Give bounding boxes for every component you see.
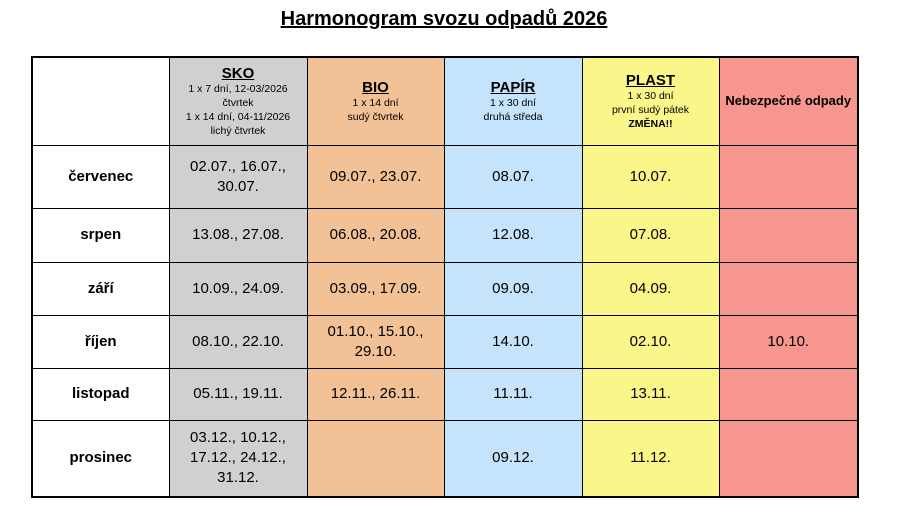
nebezpecne-cell <box>719 420 858 497</box>
header-sko-name: SKO <box>221 64 255 82</box>
papir-cell: 09.12. <box>444 420 582 497</box>
header-sko-line: čtvrtek <box>222 96 254 109</box>
sko-cell: 05.11., 19.11. <box>169 368 307 420</box>
nebezpecne-cell: 10.10. <box>719 315 858 368</box>
table-row <box>32 145 858 208</box>
header-bio-line: sudý čtvrtek <box>347 110 404 123</box>
papir-cell: 12.08. <box>444 208 582 262</box>
table-row <box>32 262 858 315</box>
sko-cell: 03.12., 10.12., 17.12., 24.12., 31.12. <box>169 420 307 497</box>
month-cell: září <box>32 262 169 315</box>
header-plast <box>582 57 719 145</box>
bio-cell <box>307 420 444 497</box>
papir-cell: 09.09. <box>444 262 582 315</box>
header-bio-name: BIO <box>362 78 389 96</box>
header-bio-line: 1 x 14 dní <box>352 96 399 109</box>
plast-cell: 10.07. <box>582 145 719 208</box>
header-papir-line: 1 x 30 dní <box>489 96 537 109</box>
bio-cell: 03.09., 17.09. <box>307 262 444 315</box>
table-row <box>32 208 858 262</box>
papir-cell: 14.10. <box>444 315 582 368</box>
header-sko-line: lichý čtvrtek <box>210 124 266 137</box>
header-sko-line: 1 x 7 dní, 12-03/2026 <box>188 82 288 95</box>
month-cell: listopad <box>32 368 169 420</box>
waste-schedule-table <box>31 56 859 498</box>
month-cell: červenec <box>32 145 169 208</box>
sko-cell: 13.08., 27.08. <box>169 208 307 262</box>
header-plast-line: první sudý pátek <box>611 103 690 116</box>
plast-cell: 07.08. <box>582 208 719 262</box>
bio-cell: 01.10., 15.10., 29.10. <box>307 315 444 368</box>
sko-cell: 10.09., 24.09. <box>169 262 307 315</box>
header-nebezpecne <box>719 57 858 145</box>
bio-cell: 12.11., 26.11. <box>307 368 444 420</box>
plast-cell: 11.12. <box>582 420 719 497</box>
header-corner <box>32 57 169 145</box>
header-sko-line: 1 x 14 dní, 04-11/2026 <box>185 110 291 123</box>
nebezpecne-cell <box>719 145 858 208</box>
page-title: Harmonogram svozu odpadů 2026 <box>280 8 608 30</box>
header-bio <box>307 57 444 145</box>
header-plast-name: PLAST <box>625 71 676 89</box>
header-nebezpecne-name: Nebezpečné odpady <box>725 93 852 109</box>
papir-cell: 11.11. <box>444 368 582 420</box>
sko-cell: 08.10., 22.10. <box>169 315 307 368</box>
header-row <box>32 57 858 145</box>
table-row <box>32 420 858 497</box>
header-papir-name: PAPÍR <box>490 78 536 96</box>
header-plast-change-note: ZMĚNA!! <box>628 117 673 130</box>
month-cell: říjen <box>32 315 169 368</box>
table-row <box>32 315 858 368</box>
header-papir <box>444 57 582 145</box>
nebezpecne-cell <box>719 368 858 420</box>
table-row <box>32 368 858 420</box>
header-papir-line: druhá středa <box>483 110 543 123</box>
plast-cell: 13.11. <box>582 368 719 420</box>
month-cell: srpen <box>32 208 169 262</box>
header-plast-line: 1 x 30 dní <box>627 89 674 102</box>
plast-cell: 04.09. <box>582 262 719 315</box>
bio-cell: 09.07., 23.07. <box>307 145 444 208</box>
header-sko <box>169 57 307 145</box>
month-cell: prosinec <box>32 420 169 497</box>
plast-cell: 02.10. <box>582 315 719 368</box>
nebezpecne-cell <box>719 208 858 262</box>
papir-cell: 08.07. <box>444 145 582 208</box>
bio-cell: 06.08., 20.08. <box>307 208 444 262</box>
sko-cell: 02.07., 16.07., 30.07. <box>169 145 307 208</box>
nebezpecne-cell <box>719 262 858 315</box>
